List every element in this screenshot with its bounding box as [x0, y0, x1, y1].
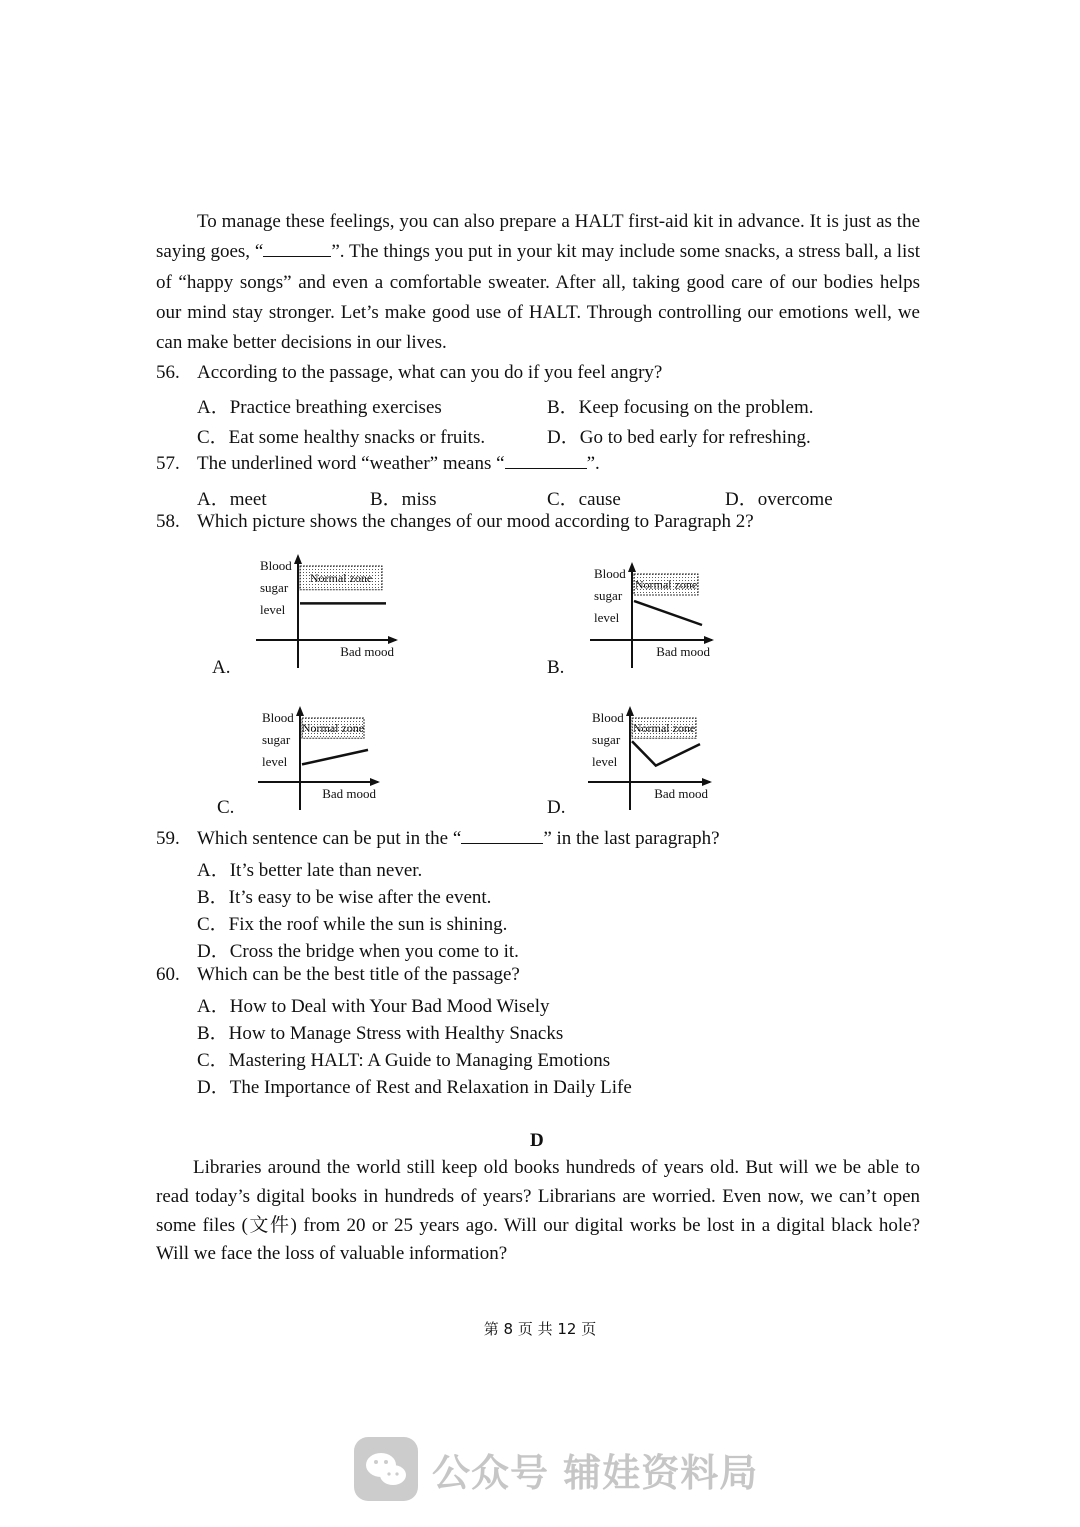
- blood-sugar-line: [632, 741, 700, 765]
- y-label-line: Blood: [594, 566, 626, 581]
- y-label-line: sugar: [594, 588, 623, 603]
- y-label-line: level: [594, 610, 620, 625]
- y-label-line: sugar: [262, 732, 291, 747]
- normal-zone-label: Normal zone: [632, 721, 696, 736]
- q58-letter-b[interactable]: B.: [547, 657, 565, 678]
- x-label: Bad mood: [654, 786, 708, 801]
- q58-letter-c[interactable]: C.: [217, 797, 235, 818]
- q58-letter-a[interactable]: A.: [212, 657, 231, 678]
- y-label-line: level: [262, 754, 288, 769]
- passage-c-paragraph: [156, 207, 920, 358]
- passage-c-text-1: To manage these feelings, you can also prepare a HALT first-aid kit in advance. It is just as the saying goes, “: [156, 211, 920, 263]
- q59-option-c[interactable]: C．Fix the roof while the sun is shining.: [197, 914, 508, 935]
- y-label-line: sugar: [592, 732, 621, 747]
- y-axis-arrow: [628, 562, 636, 572]
- q59-option-d[interactable]: D．Cross the bridge when you come to it.: [197, 941, 519, 962]
- q57-stem: [197, 453, 600, 475]
- y-label-line: Blood: [260, 558, 292, 573]
- q60-number: 60.: [156, 964, 180, 985]
- q59-stem: [197, 828, 720, 850]
- q58-stem: Which picture shows the changes of our mood according to Paragraph 2?: [197, 511, 754, 532]
- normal-zone-label: Normal zone: [301, 721, 365, 736]
- q59-option-b[interactable]: B．It’s easy to be wise after the event.: [197, 887, 492, 908]
- passage-d-heading: D: [530, 1130, 544, 1151]
- q57-option-c[interactable]: C．cause: [547, 489, 621, 510]
- q57-number: 57.: [156, 453, 180, 474]
- y-label-line: level: [592, 754, 618, 769]
- q60-option-d[interactable]: D．The Importance of Rest and Relaxation in Daily Life: [197, 1077, 632, 1098]
- x-axis-arrow: [388, 636, 398, 644]
- x-axis-arrow: [702, 778, 712, 786]
- x-axis-arrow: [704, 636, 714, 644]
- q57-blank: [505, 454, 587, 469]
- q57-option-a[interactable]: A．meet: [197, 489, 267, 510]
- chart-a[interactable]: [252, 548, 402, 670]
- q57-option-d[interactable]: D．overcome: [725, 489, 833, 510]
- chart-b[interactable]: [586, 556, 718, 670]
- page-footer: 第 8 页 共 12 页: [483, 1320, 597, 1338]
- q56-option-b[interactable]: B．Keep focusing on the problem.: [547, 397, 814, 418]
- watermark: [354, 1437, 758, 1501]
- q57-stem-b: ”.: [586, 453, 600, 474]
- wechat-icon: [354, 1437, 418, 1501]
- q59-blank: [461, 829, 543, 844]
- x-axis-arrow: [370, 778, 380, 786]
- watermark-text: 公众号 辅娃资料局: [432, 1450, 759, 1495]
- y-axis-arrow: [626, 706, 634, 716]
- q58-number: 58.: [156, 511, 180, 532]
- saying-blank: [263, 242, 331, 257]
- y-axis-arrow: [294, 554, 302, 564]
- x-label: Bad mood: [322, 786, 376, 801]
- y-label-line: Blood: [592, 710, 624, 725]
- q59-number: 59.: [156, 828, 180, 849]
- blood-sugar-line: [302, 750, 368, 765]
- q60-option-b[interactable]: B．How to Manage Stress with Healthy Snacks: [197, 1023, 564, 1044]
- q59-option-a[interactable]: A．It’s better late than never.: [197, 860, 423, 881]
- normal-zone-label: Normal zone: [634, 577, 698, 592]
- passage-d-paragraph: [156, 1154, 920, 1269]
- q60-stem: Which can be the best title of the passage?: [197, 964, 520, 985]
- normal-zone-label: Normal zone: [309, 570, 373, 585]
- q58-letter-d[interactable]: D.: [547, 797, 566, 818]
- q56-option-d[interactable]: D．Go to bed early for refreshing.: [547, 427, 811, 448]
- q60-option-c[interactable]: C．Mastering HALT: A Guide to Managing Emotions: [197, 1050, 611, 1071]
- x-label: Bad mood: [656, 644, 710, 659]
- q56-stem: According to the passage, what can you do if you feel angry?: [197, 362, 663, 383]
- q56-number: 56.: [156, 362, 180, 383]
- passage-c-text-2: ”. The things you put in your kit may include some snacks, a stress ball, a list of “happy songs” and even a comfortable sweater. After all, taking good care of our bodies helps our mind stay stronger. Let’s make good use of HALT. Through controlling our emotions well, we can make better decisions in our lives.: [156, 241, 920, 354]
- q56-option-a[interactable]: A．Practice breathing exercises: [197, 397, 442, 418]
- passage-d-text: Libraries around the world still keep old books hundreds of years old. But will we be able to read today’s digital books in hundreds of years? Librarians are worried. Even now, we can’t open some files (文件) from 20 or 25 years ago. Will our digital works be lost in a digital black hole? Will we face the loss of valuable information?: [156, 1157, 920, 1265]
- q56-option-c[interactable]: C．Eat some healthy snacks or fruits.: [197, 427, 486, 448]
- x-label: Bad mood: [340, 644, 394, 659]
- q60-option-a[interactable]: A．How to Deal with Your Bad Mood Wisely: [197, 996, 550, 1017]
- chart-c[interactable]: [254, 700, 384, 812]
- chart-d[interactable]: [584, 700, 716, 812]
- y-label-line: Blood: [262, 710, 294, 725]
- q59-stem-a: Which sentence can be put in the “: [197, 828, 462, 849]
- q59-stem-b: ” in the last paragraph?: [543, 828, 720, 849]
- q57-stem-a: The underlined word “weather” means “: [197, 453, 505, 474]
- y-label-line: sugar: [260, 580, 289, 595]
- y-label-line: level: [260, 602, 286, 617]
- y-axis-arrow: [296, 706, 304, 716]
- blood-sugar-line: [634, 601, 702, 625]
- q57-option-b[interactable]: B．miss: [370, 489, 437, 510]
